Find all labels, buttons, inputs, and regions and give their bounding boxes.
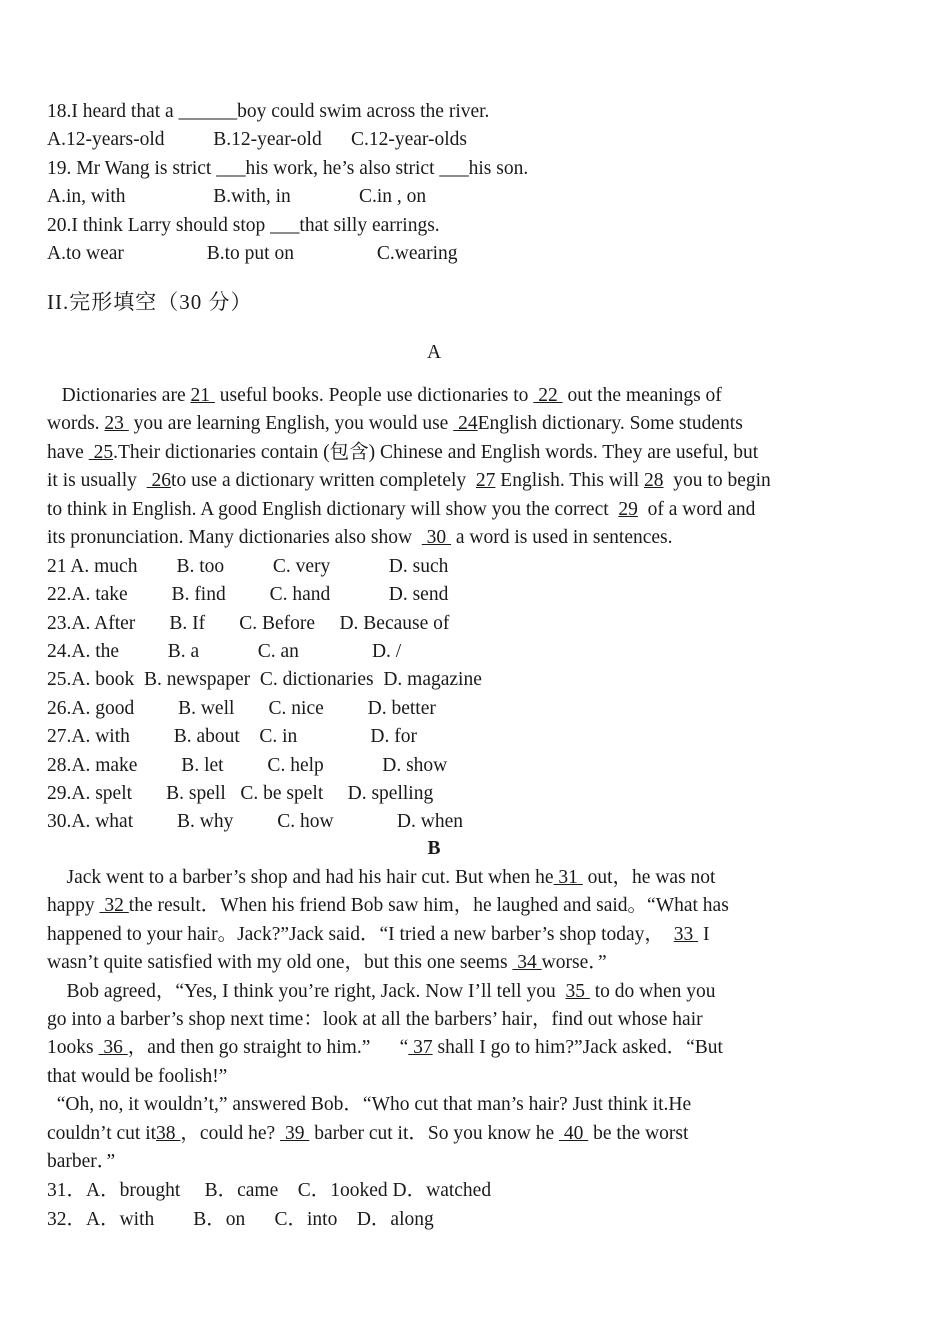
- passage-a-line: have 25.Their dictionaries contain (包含) Chinese and English words. They are useful, but: [47, 441, 759, 463]
- passage-a-title: A: [426, 342, 442, 363]
- passage-a-line: Dictionaries are 21 useful books. People use dictionaries to 22 out the meanings of: [47, 385, 722, 406]
- blank-36: 36: [98, 1037, 128, 1059]
- blank-34: 34: [512, 952, 542, 974]
- blank-31: 31: [553, 867, 583, 888]
- passage-b-line: 1ooks 36 ，and then go straight to him.” “ 37 shall I go to him?”Jack asked．“But: [47, 1037, 723, 1059]
- passage-b-line: couldn’t cut it38 ，could he? 39 barber cut it．So you know he 40 be the worst: [47, 1122, 689, 1144]
- passage-a-line: to think in English. A good English dictionary will show you the correct 29 of a word and: [47, 498, 756, 520]
- passage-b-line: go into a barber’s shop next time：look at all the barbers’ hair，find out whose hair: [47, 1009, 703, 1031]
- q20-options: A.to wear B.to put on C.wearing: [47, 243, 458, 264]
- blank-39: 39: [280, 1122, 310, 1144]
- passage-b-line: Jack went to a barber’s shop and had his hair cut. But when he 31 out，he was not: [47, 867, 716, 888]
- passage-b-line: happened to your hair。Jack?”Jack said．“I tried a new barber’s shop today， 33 I: [47, 923, 710, 945]
- blank-35: 35: [565, 980, 590, 1002]
- section-title: II.完形填空（30 分）: [47, 290, 253, 314]
- option-line-21: 21 A. much B. too C. very D. such: [47, 556, 449, 577]
- blank-24: 24: [453, 413, 478, 435]
- blank-40: 40: [558, 1122, 589, 1144]
- option-line-25: 25.A. book B. newspaper C. dictionaries D. magazine: [47, 669, 482, 690]
- option-line-23: 23.A. After B. If C. Before D. Because of: [47, 613, 450, 634]
- q20-stem: 20.I think Larry should stop ___that silly earrings.: [47, 215, 440, 236]
- blank-25: 25: [88, 441, 114, 463]
- option-line-22: 22.A. take B. find C. hand D. send: [47, 584, 449, 605]
- passage-b-title: B: [427, 838, 441, 859]
- passage-a-line: words. 23 you are learning English, you would use 24English dictionary. Some students: [47, 413, 743, 435]
- q18-stem: 18.I heard that a ______boy could swim across the river.: [47, 101, 490, 122]
- blank-30: 30: [421, 527, 452, 549]
- blank-33: 33: [673, 923, 699, 945]
- blank-38: 38: [156, 1122, 181, 1144]
- option-line-26: 26.A. good B. well C. nice D. better: [47, 698, 436, 719]
- blank-26: 26: [146, 470, 172, 492]
- blank-32: 32: [99, 895, 129, 917]
- passage-b-text: [47, 864, 827, 1176]
- option-line-29: 29.A. spelt B. spell C. be spelt D. spelling: [47, 783, 434, 804]
- passage-b-line: “Oh, no, it wouldn’t,” answered Bob．“Who cut that man’s hair? Just think it.He: [47, 1094, 692, 1116]
- q19-stem: 19. Mr Wang is strict ___his work, he’s also strict ___his son.: [47, 158, 529, 179]
- blank-23: 23: [104, 413, 129, 435]
- passage-a-text: [47, 382, 827, 552]
- passage-a-line: its pronunciation. Many dictionaries also show 30 a word is used in sentences.: [47, 527, 673, 549]
- passage-b-line: that would be foolish!”: [47, 1065, 228, 1087]
- blank-27: 27: [475, 470, 496, 492]
- blank-37: 37: [408, 1037, 433, 1059]
- option-line-30: 30.A. what B. why C. how D. when: [47, 811, 463, 832]
- passage-b-line: Bob agreed，“Yes, I think you’re right, Jack. Now I’ll tell you 35 to do when you: [47, 980, 716, 1002]
- blank-22: 22: [533, 385, 563, 406]
- blank-28: 28: [644, 470, 664, 492]
- blank-21: 21: [190, 385, 215, 406]
- option-line-24: 24.A. the B. a C. an D. /: [47, 641, 402, 662]
- passage-b-line: barber．”: [47, 1151, 116, 1173]
- passage-b-line: wasn’t quite satisfied with my old one，but this one seems 34 worse．”: [47, 952, 607, 974]
- option-line-27: 27.A. with B. about C. in D. for: [47, 726, 417, 747]
- passage-a-line: it is usually 26to use a dictionary written completely 27 English. This will 28 you to begin: [47, 470, 771, 492]
- q18-options: A.12-years-old B.12-year-old C.12-year-olds: [47, 129, 467, 150]
- blank-29: 29: [618, 498, 638, 520]
- q19-options: A.in, with B.with, in C.in , on: [47, 186, 427, 207]
- option-line-28: 28.A. make B. let C. help D. show: [47, 755, 448, 776]
- option-line-31: 31．A．brought B．came C．1ooked D．watched: [47, 1180, 492, 1201]
- passage-b-line: happy 32 the result．When his friend Bob saw him，he laughed and said。“What has: [47, 895, 729, 917]
- option-line-32: 32．A．with B．on C．into D．along: [47, 1209, 434, 1230]
